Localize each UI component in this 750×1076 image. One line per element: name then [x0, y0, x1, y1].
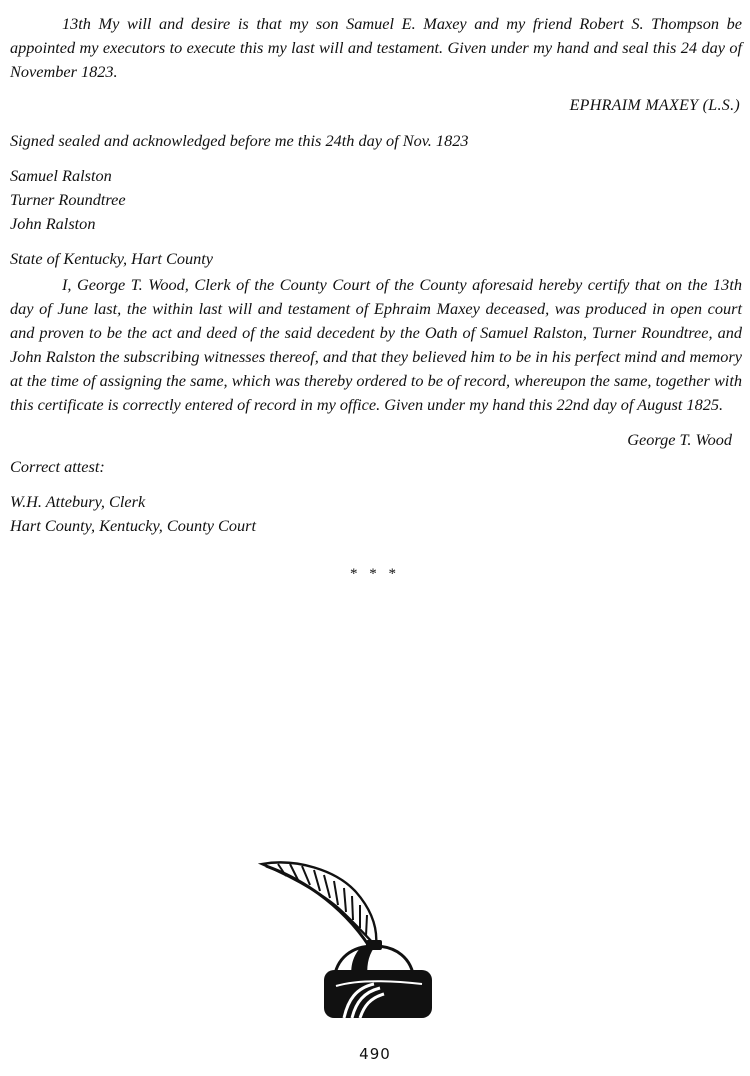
witness-name: Turner Roundtree [10, 190, 126, 209]
witness-name: Samuel Ralston [10, 166, 112, 185]
clerk-certificate: I, George T. Wood, Clerk of the County Court of the County aforesaid hereby certify that on the 13th day of June last, the within last will and testament of Ephraim Maxey deceased, was produced in open court and proven to be the act and deed of the said decedent by the Oath of Samuel Ralston, Turner Roundtree, and John Ralston the subscribing witnesses thereof, and that they believed him to be in his perfect mind and memory at the time of assigning the same, which was thereby ordered to be of record, whereupon the same, together with this certificate is correctly entered of record in my office. Given under my hand this 22nd day of August 1825. [10, 275, 742, 414]
attest-block [10, 490, 742, 538]
acknowledgement-line: Signed sealed and acknowledged before me this 24th day of Nov. 1823 [10, 131, 469, 150]
jurisdiction-line: State of Kentucky, Hart County [10, 249, 214, 268]
testator-signature: EPHRAIM MAXEY (L.S.) [569, 97, 740, 114]
quill-and-inkwell-icon [256, 850, 442, 1026]
page-number: 490 [359, 1045, 391, 1063]
will-clause-13th: 13th My will and desire is that my son Samuel E. Maxey and my friend Robert S. Thompson be appointed my executors to execute this my last will and testament. Given under my hand and seal this 24 day of November 1823. [10, 14, 742, 81]
section-separator: * * * [350, 566, 400, 582]
document-body [10, 12, 742, 538]
attest-line: Hart County, Kentucky, County Court [10, 516, 257, 535]
witness-list [10, 164, 742, 236]
attest-line: W.H. Attebury, Clerk [10, 492, 146, 511]
witness-name: John Ralston [10, 214, 96, 233]
clerk-signature: George T. Wood [627, 430, 732, 449]
attest-label: Correct attest: [10, 457, 105, 476]
